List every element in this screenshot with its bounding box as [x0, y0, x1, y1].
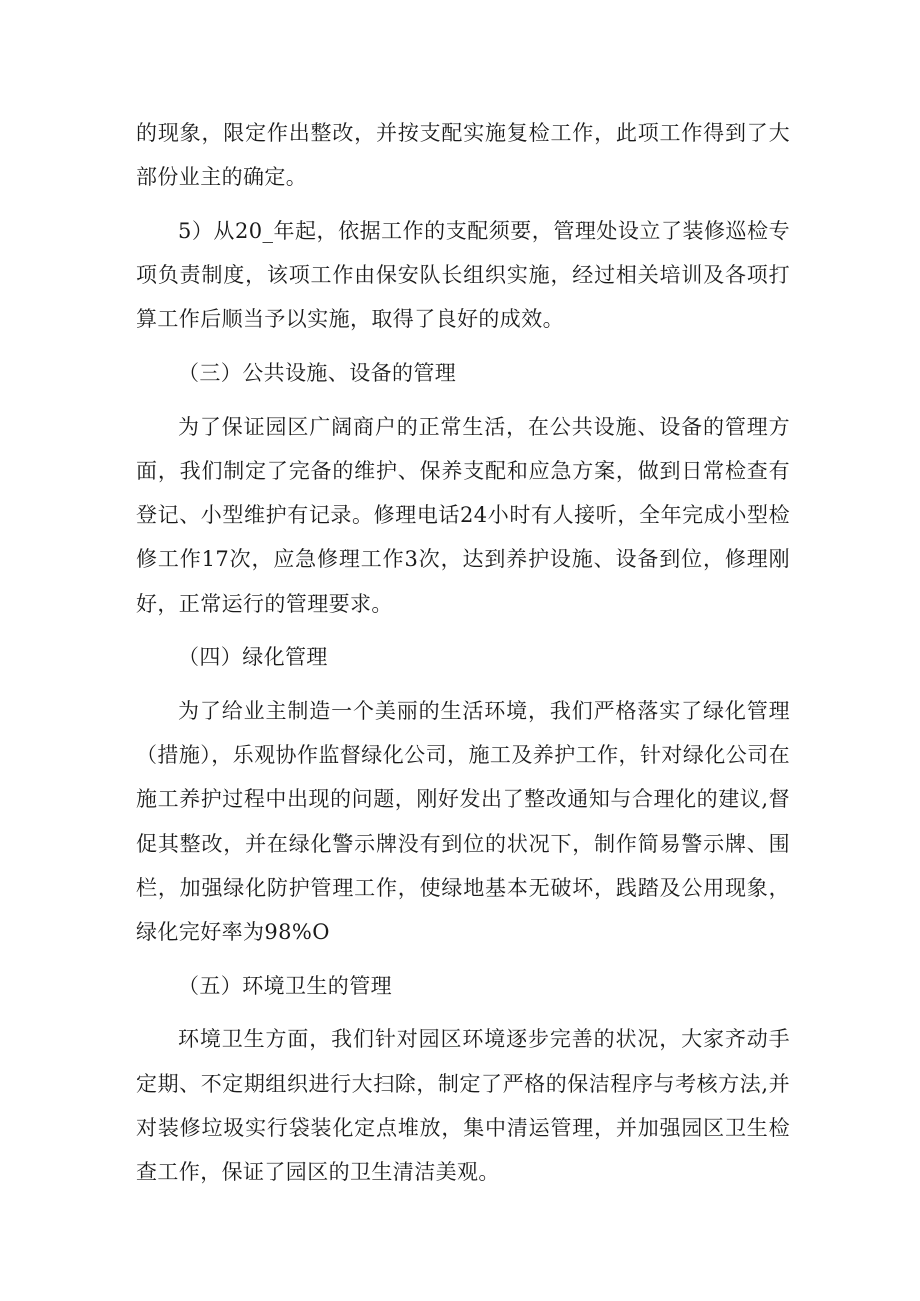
paragraph-gap [136, 626, 790, 636]
document-body [136, 111, 790, 1194]
paragraph-gap [136, 679, 790, 689]
section-heading-public-facilities: （三）公共设施、设备的管理 [178, 361, 457, 386]
paragraph-gap [136, 395, 790, 405]
paragraph-greening: 为了给业主制造一个美丽的生活环境，我们严格落实了绿化管理（措施），乐观协作监督绿化公司，施工及养护工作，针对绿化公司在施工养护过程中出现的问题，刚好发出了整改通知与合理化的建议,督促其整改，并在绿化警示牌没有到位的状况下，制作简易警示牌、围栏，加强绿化防护管理工作，使绿地基本无破坏，践踏及公用现象，绿化完好率为98%O [136, 698, 790, 944]
paragraph-item-5: 5）从20_年起，依据工作的支配须要，管理处设立了装修巡检专项负责制度，该项工作由保安队长组织实施，经过相关培训及各项打算工作后顺当予以实施，取得了良好的成效。 [136, 218, 790, 332]
paragraph-gap [136, 342, 790, 352]
paragraph-gap [136, 954, 790, 964]
paragraph-sanitation: 环境卫生方面，我们针对园区环境逐步完善的状况，大家齐动手定期、不定期组织进行大扫除，制定了严格的保洁程序与考核方法,并对装修垃圾实行袋装化定点堆放，集中清运管理，并加强园区卫生检查工作，保证了园区的卫生清洁美观。 [136, 1027, 790, 1184]
paragraph-gap [136, 199, 790, 209]
paragraph-public-facilities: 为了保证园区广阔商户的正常生活，在公共设施、设备的管理方面，我们制定了完备的维护、保养支配和应急方案，做到日常检查有登记、小型维护有记录。修理电话24小时有人接听，全年完成小型检修工作17次，应急修理工作3次，达到养护设施、设备到位，修理刚好，正常运行的管理要求。 [136, 414, 790, 616]
paragraph-renovation-inspection-end: 的现象，限定作出整改，并按支配实施复检工作，此项工作得到了大部份业主的确定。 [136, 121, 790, 190]
paragraph-gap [136, 1008, 790, 1018]
section-heading-sanitation: （五）环境卫生的管理 [178, 973, 392, 998]
section-heading-greening: （四）绿化管理 [178, 645, 328, 670]
